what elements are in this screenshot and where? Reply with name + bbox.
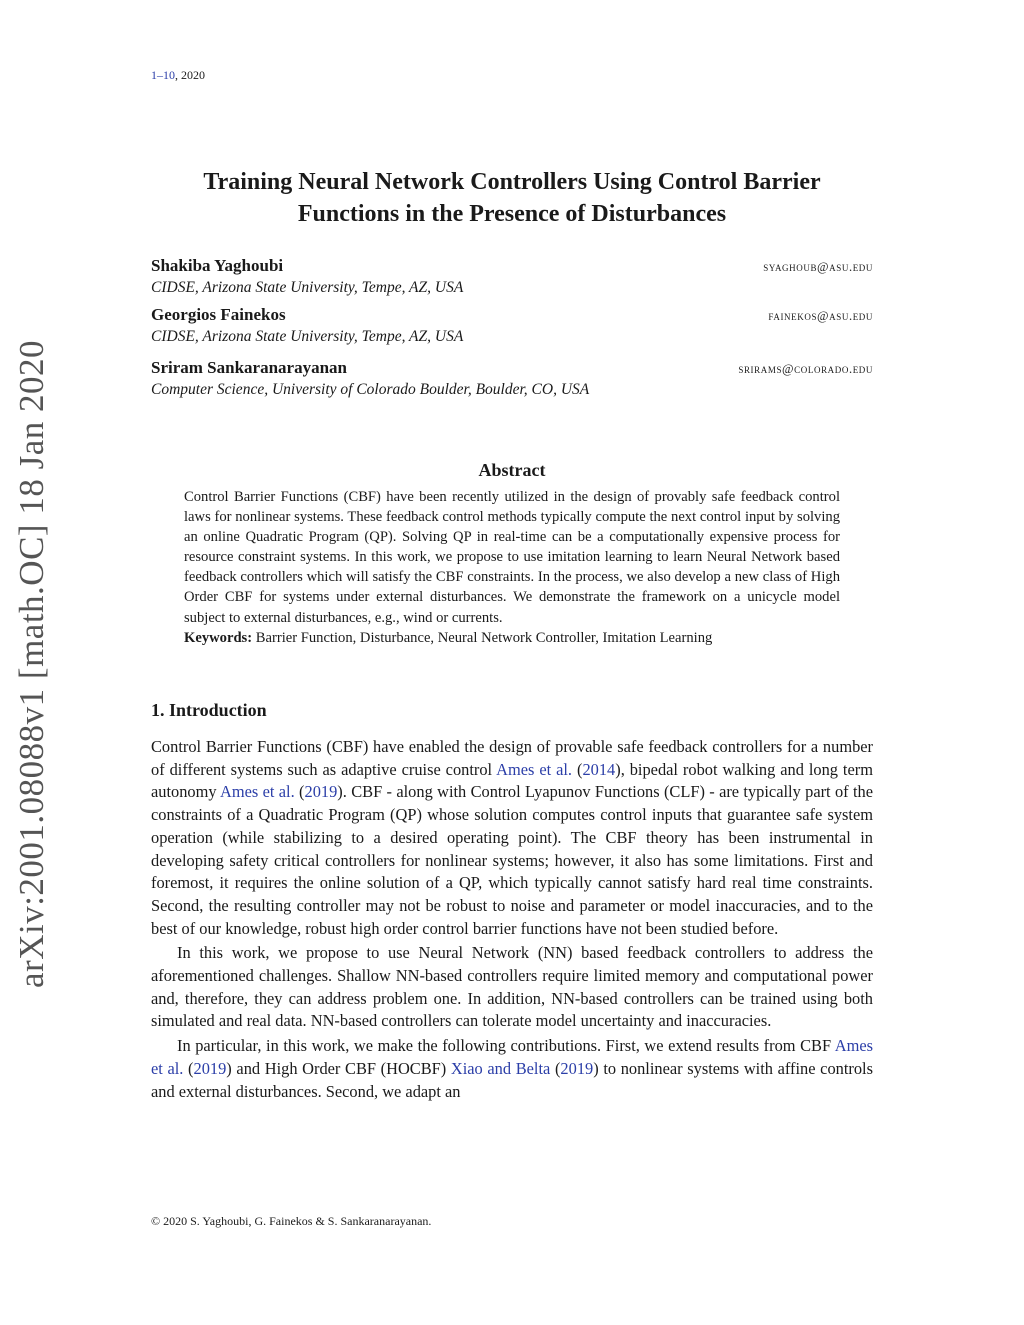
paper-title [151,166,873,230]
author-affiliation: Computer Science, University of Colorado Boulder, Boulder, CO, USA [151,381,590,398]
author-affiliation: CIDSE, Arizona State University, Tempe, AZ, USA [151,328,464,345]
text-run: and High Order CBF (HOCBF) [231,1058,451,1078]
introduction-body [151,736,873,1105]
citation-link[interactable]: Ames et al. [151,1036,873,1078]
header-year: , 2020 [175,68,205,82]
text-run: , bipedal robot walking and long term autonomy [151,759,873,802]
running-header [151,68,205,83]
title-line-1: Training Neural Network Controllers Using Control Barrier [203,169,821,195]
author-name: Georgios Fainekos [151,305,286,324]
citation-year-link[interactable]: 2019 [304,782,338,802]
abstract-heading: Abstract [478,460,546,480]
author-email: fainekos@asu.edu [768,309,873,323]
citation-link[interactable]: Xiao and Belta [450,1058,551,1078]
author-name: Sriram Sankaranarayanan [151,358,347,377]
citation-year-link[interactable]: 2014 [582,759,616,779]
citation-link[interactable]: Ames et al. [220,782,295,802]
abstract-text: Control Barrier Functions (CBF) have been recently utilized in the design of provably safe feedback control laws for nonlinear systems. These feedback control methods typically compute the next control input by solving an online Quadratic Program (QP). Solving QP in real-time can be a computationally expensive process for resource constraint systems. In this work, we propose to use imitation learning to learn Neural Network based feedback controllers which will satisfy the CBF constraints. In the process, we also develop a new class of High Order CBF for systems under external disturbances. We demonstrate the framework on a unicycle model subject to external disturbances, e.g., wind or currents. [184,489,840,626]
author-3 [151,358,873,399]
intro-paragraph-1: Control Barrier Functions (CBF) have enabled the design of provable safe feedback controllers for a number of different systems such as adaptive cruise control Ames et al. (2014), bipedal robot walking and long term autonomy Ames et al. (2019). CBF - along with Control Lyapunov Functions (CLF) - are typically part of the constraints of a Quadratic Program (QP) whose solution computes control inputs that guarantee safe system operation (while stabilizing to a desired operating point). The CBF theory has been instrumental in developing safety critical controllers for nonlinear systems; however, it also has some limitations. First and foremost, it requires the online solution of a QP, which typically cannot satisfy hard real time constraints. Second, the resulting controller may not be robust to noise and parameter or model inaccuracies, and to the best of our knowledge, robust high order control barrier functions have not been studied before. [151,737,873,938]
intro-paragraph-2: In this work, we propose to use Neural Network (NN) based feedback controllers to address the aforementioned challenges. Shallow NN-based controllers require limited memory and computational power and, therefore, they can address problem one. In addition, NN-based controllers can be trained using both simulated and real data. NN-based controllers can tolerate model uncertainty and inaccuracies. [151,943,873,1031]
text-run: to nonlinear systems with affine controls and external disturbances. Second, we adapt an [151,1058,873,1101]
text-run: Control Barrier Functions (CBF) have enabled the design of provable safe feedback controllers for a number of different systems such as adaptive cruise control [151,737,873,779]
citation-link[interactable]: Ames et al. [496,759,573,779]
author-2 [151,305,873,346]
title-line-2: Functions in the Presence of Disturbances [297,201,727,227]
abstract-body [184,487,840,648]
citation-year-link[interactable]: 2019 [560,1058,594,1078]
text-run: In particular, in this work, we make the following contributions. First, we extend results from CBF [177,1036,835,1056]
keywords-list: Barrier Function, Disturbance, Neural Network Controller, Imitation Learning [252,629,713,646]
author-email: syaghoub@asu.edu [763,260,873,274]
copyright-footer: © 2020 S. Yaghoubi, G. Fainekos & S. Sankaranarayanan. [151,1214,432,1228]
text-run: . CBF - along with Control Lyapunov Functions (CLF) - are typically part of the constraints of a Quadratic Program (QP) whose solution computes control inputs that guarantee safe system operation (while stabilizing to a desired operating point). The CBF theory has been instrumental in developing safety critical controllers for nonlinear systems; however, it also has some limitations. First and foremost, it requires the online solution of a QP, which typically cannot satisfy hard real time constraints. Second, the resulting controller may not be robust to noise and parameter or model inaccuracies, and to the best of our knowledge, robust high order control barrier functions have not been studied before. [151,782,873,938]
intro-paragraph-3: In particular, in this work, we make the following contributions. First, we extend results from CBF Ames et al. (2019) and High Order CBF (HOCBF) Xiao and Belta (2019) to nonlinear systems with affine controls and external disturbances. Second, we adapt an [151,1036,873,1101]
author-email: srirams@colorado.edu [738,362,873,376]
author-1 [151,256,873,297]
author-name: Shakiba Yaghoubi [151,256,284,275]
section-heading-introduction: 1. Introduction [151,700,267,720]
arxiv-sidebar-stamp: arXiv:2001.08088v1 [math.OC] 18 Jan 2020 [12,340,51,988]
author-affiliation: CIDSE, Arizona State University, Tempe, AZ, USA [151,279,464,296]
page-range-link[interactable]: 1–10 [151,68,175,82]
keywords-label: Keywords: [184,629,253,646]
citation-year-link[interactable]: 2019 [193,1058,227,1078]
